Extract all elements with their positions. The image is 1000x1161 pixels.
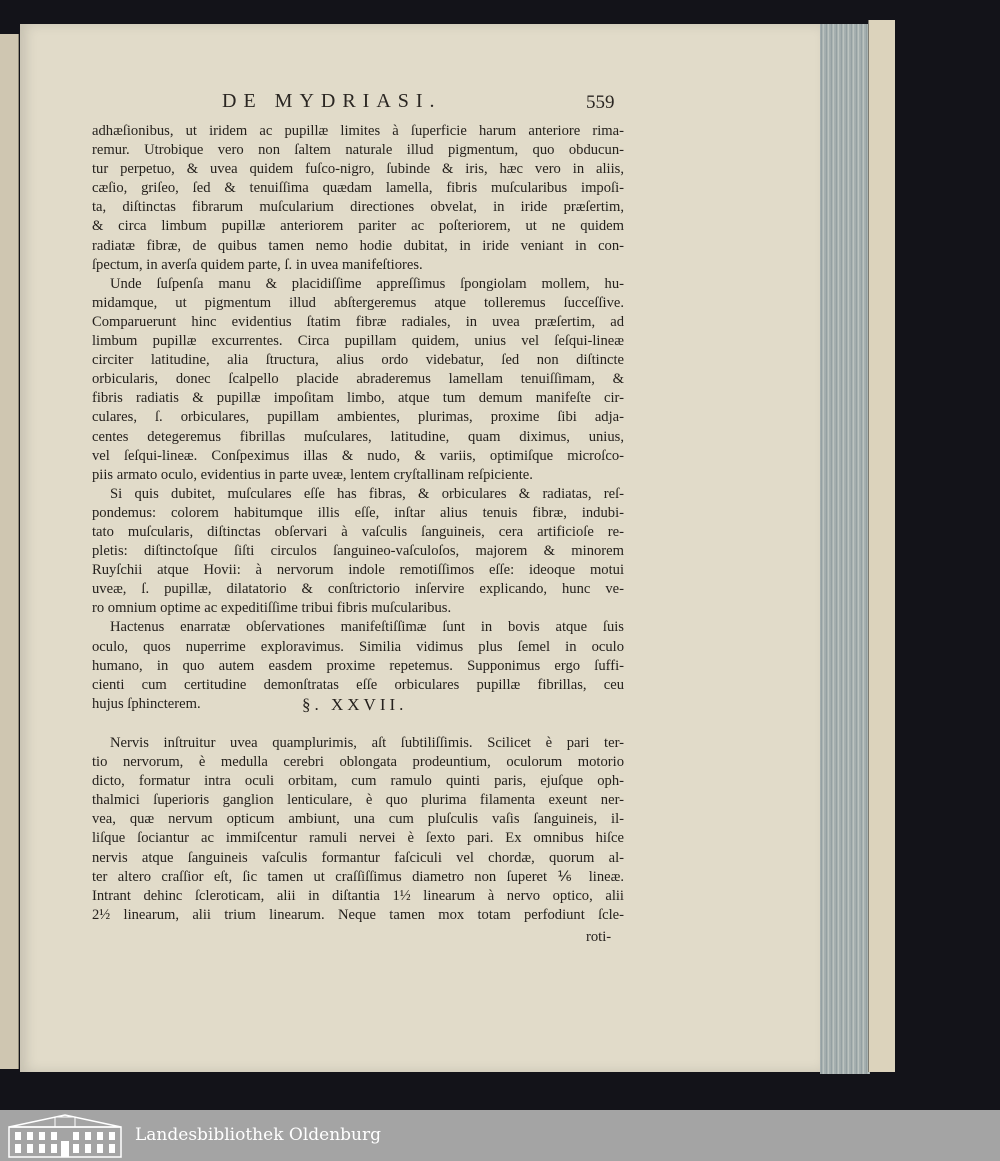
text-line: tio nervorum, è medulla cerebri oblongata prodeuntium, oculorum motorio [92,754,624,771]
text-line: uveæ, ſ. pupillæ, dilatatorio & conſtrictorio inſervire explicando, hunc ve- [92,581,624,598]
text-line: radiatæ fibræ, de quibus tamen nemo hodie dubitat, in iride veniant in con- [92,237,624,254]
text-line: cienti cum certitudine demonſtratas eſſe orbiculares pupillæ fibrillas, ceu [92,676,624,693]
text-line: limbum pupillæ excurrentes. Circa pupillam quidem, unius vel ſeſqui-lineæ [92,333,624,350]
library-building-icon [7,1113,123,1158]
text-line: Si quis dubitet, muſculares eſſe has fibras, & orbiculares & radiatas, reſ- [110,485,624,502]
text-line: piis armato oculo, evidentius in parte uveæ, lentem cryſtallinam reſpiciente. [92,466,533,483]
text-line: circiter latitudine, alia ſtructura, alius ordo videbatur, ſed non diſtincte [92,352,624,369]
paragraph-2 [92,275,624,485]
running-head: DE MYDRIASI. [222,90,442,112]
text-line: thalmici ſuperioris ganglion lenticulare, è quo plurima filamenta exeunt ner- [92,792,624,809]
text-block-upper [92,122,624,714]
text-line: midamque, ut pigmentum illud abſtergeremus atque tolleremus ſucceſſive. [92,294,624,311]
section-heading: §. XXVII. [302,695,408,714]
text-line: liſque ſociantur ac immiſcentur ramuli nervei è ſexto pari. Ex omnibus hiſce [92,830,624,847]
text-line: dicto, formatur intra oculi orbitam, cum ramulo quinti paris, ejuſque oph- [92,773,624,790]
text-line: & circa limbum pupillæ anteriorem pariter ac poſteriorem, ut ne quidem [92,218,624,235]
paragraph-5 [92,734,624,925]
library-name: Landesbibliothek Oldenburg [135,1125,382,1145]
text-line: centes detegeremus fibrillas muſculares, latitudine, quam diximus, unius, [92,428,624,445]
text-line: adhæſionibus, ut iridem ac pupillæ limites à ſuperficie harum anteriore rima- [92,123,624,139]
text-line: nervis atque ſanguineis vaſculis formantur faſciculi vel chordæ, quorum al- [92,849,624,866]
text-line: orbicularis, donec ſcalpello placide abraderemus lamellam tenuiſſimam, & [92,371,624,388]
text-line: Nervis inſtruitur uvea quamplurimis, aſt ſubtiliſſimis. Scilicet è pari ter- [110,735,624,751]
paragraph-3 [92,485,624,619]
text-line: culares, ſ. orbiculares, pupillam ambientes, plurimas, proxime ſibi adja- [92,409,624,426]
page-number: 559 [586,92,615,113]
text-line: hujus ſphincterem. [92,695,201,712]
text-line: Hactenus enarratæ obſervationes manifeſtiſſimæ ſunt in bovis atque ſuis [110,619,624,636]
text-line: humano, in quo autem easdem proxime repetemus. Supponimus ergo ſuffi- [92,657,624,674]
text-line: cæſio, griſeo, ſed & tenuiſſima quædam lamella, fibris muſcularibus impoſi- [92,180,624,197]
text-line: vea, quæ nervum opticum ambiunt, una cum pluſculis vaſis ſanguineis, il- [92,811,624,828]
book-cover-edge [868,20,895,1072]
text-line: pondemus: colorem habitumque illis eſſe, inſtar alius tenuis fibræ, indubi- [92,504,624,521]
text-line: tur perpetuo, & uvea quidem fuſco-nigro, ſubinde & iris, hæc vero in aliis, [92,161,624,178]
text-line: tato muſcularis, diſtinctas obſervari à vaſculis ſanguineis, cera artificioſe re- [92,523,624,540]
text-line: vel ſeſqui-lineæ. Conſpeximus illas & nudo, & variis, optimiſque microſco- [92,447,624,464]
text-line: pletis: diſtinctoſque ſiſti circulos ſanguineo-vaſculoſos, majorem & minorem [92,543,624,560]
text-line: fibris radiatis & pupillæ impoſitam limbo, atque tum demum manifeſte cir- [92,390,624,407]
text-line: remur. Utrobique vero non ſaltem naturale illud pigmentum, quo obducun- [92,142,624,159]
text-line: ro omnium optime ac expeditiſſime tribui fibris muſcularibus. [92,600,452,617]
paragraph-1 [92,122,624,275]
text-line: Unde ſuſpenſa manu & placidiſſime appreſſimus ſpongiolam mollem, hu- [110,275,624,292]
footer-bar [0,1110,1000,1161]
text-line: Ruyſchii atque Hovii: à nervorum indole remotiſſimos eſſe: ideoque motui [92,562,624,579]
text-block-lower [92,734,624,925]
text-line: ta, diſtinctas fibrarum muſcularium directiones obvelat, in iride præſertim, [92,199,624,216]
text-line: Intrant dehinc ſcleroticam, alii in diſtantia 1½ linearum à nervo optico, alii [92,887,624,904]
left-page-edge [0,34,19,1069]
text-line: oculo, quos nuperrime exploravimus. Similia vidimus plus ſemel in oculo [92,638,624,655]
text-line: 2½ linearum, alii trium linearum. Neque tamen mox totam perfodiunt ſcle- [92,906,624,923]
page-stack-edge [820,24,870,1074]
text-line: ſpectum, in averſa quidem parte, ſ. in uvea manifeſtiores. [92,256,423,273]
catchword: roti- [586,929,612,945]
text-line: Comparuerunt hinc evidentius ſtatim fibræ radiales, in uvea præſertim, ad [92,313,624,330]
text-line: ter altero craſſior eſt, ſic tamen ut craſſiſſimus diametro non ſuperet ⅙ lineæ. [92,868,624,885]
